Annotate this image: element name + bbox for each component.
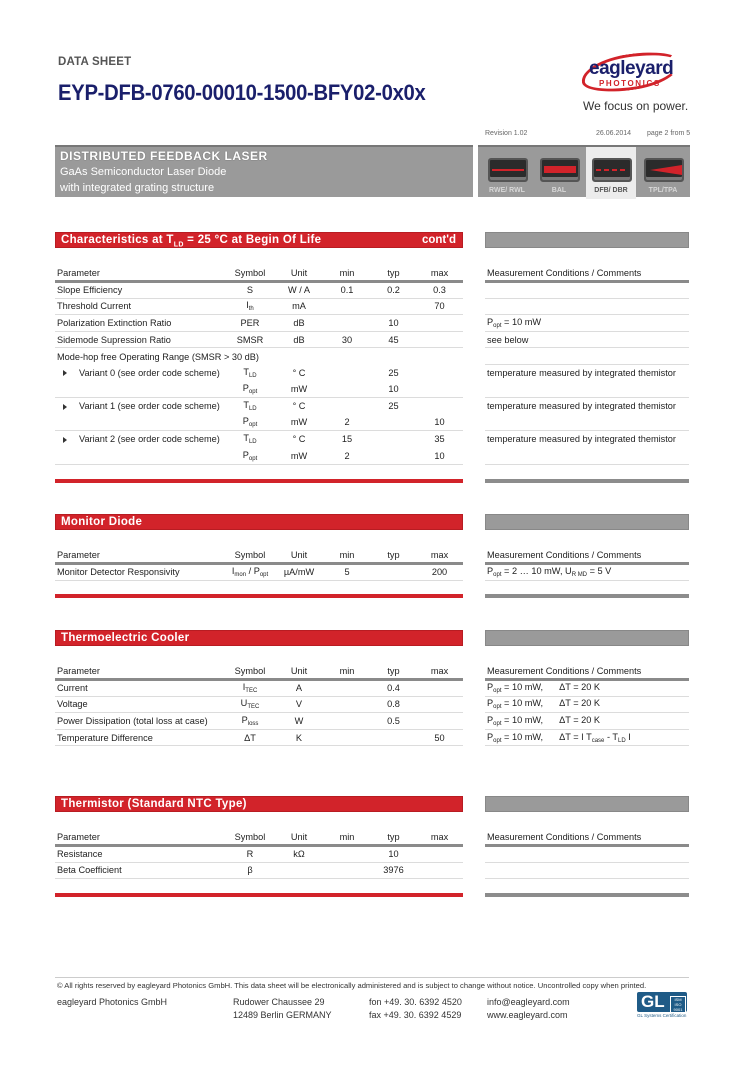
comments-footer-bar	[485, 594, 689, 598]
banner-line-2: with integrated grating structure	[60, 182, 215, 194]
section-footer-bar	[55, 479, 463, 483]
table-row: Variant 0 (see order code scheme) $T_{LD}$ ° C 25	[55, 365, 463, 382]
tagline: We focus on power.	[583, 99, 689, 113]
comments-footer-bar	[485, 479, 689, 483]
section-header-thermistor: Thermistor (Standard NTC Type)	[55, 796, 463, 812]
laser-type-rwe-rwl: RWE/ RWL	[482, 147, 532, 199]
comments-header-bar	[485, 514, 689, 530]
section-footer-bar	[55, 893, 463, 897]
bullet-triangle-icon	[63, 437, 67, 443]
table-row: Monitor Detector Responsivity $I_{mon} / P_{opt}$ µA/mW 5 200	[55, 564, 463, 581]
table-row: Variant 2 (see order code scheme) $T_{LD}$ ° C 15 35	[55, 431, 463, 448]
table-header-row: Parameter Symbol Unit min typ max	[55, 547, 463, 564]
table-row: $P_{opt}$ mW 2 10	[55, 414, 463, 431]
gl-logo-icon: GL ISM ISO 9001	[637, 992, 687, 1012]
company-logo	[575, 52, 695, 92]
copyright-notice: © All rights reserved by eagleyard Photonics GmbH. This data sheet will be electronically administered and is subject to change without notice. Uncontrolled copy when printed.	[57, 981, 647, 990]
footer-divider	[55, 977, 689, 978]
laser-type-tpl-tpa: TPL/TPA	[638, 147, 688, 199]
document-label: DATA SHEET	[58, 56, 132, 68]
company-phone-fax: fon +49. 30. 6392 4520 fax +49. 30. 6392 4529	[369, 997, 462, 1020]
table-header-row: Parameter Symbol Unit min typ max	[55, 663, 463, 680]
table-row: Polarization Extinction Ratio PER dB 10	[55, 315, 463, 332]
characteristics-table	[55, 265, 463, 465]
product-banner	[55, 145, 473, 197]
email-link[interactable]: info@eagleyard.com	[487, 997, 570, 1007]
date: 26.06.2014	[596, 130, 632, 137]
laser-type-dfb-dbr: DFB/ DBR	[586, 147, 636, 199]
section-header-characteristics: Characteristics at $T_{LD} = 25$ °C at Begin Of Life cont'd	[55, 232, 463, 248]
tec-table	[55, 663, 463, 746]
comments-footer-bar	[485, 893, 689, 897]
continued-label: cont'd	[421, 234, 456, 246]
logo-subtitle: PHOTONICS	[599, 79, 661, 88]
laser-type-bal: BAL	[534, 147, 584, 199]
website-link[interactable]: www.eagleyard.com	[487, 1010, 568, 1020]
comments-header-bar	[485, 796, 689, 812]
banner-title: DISTRIBUTED FEEDBACK LASER	[60, 149, 268, 163]
table-row: Current $I_{TEC}$ A 0.4	[55, 680, 463, 697]
laser-type-strip	[478, 145, 690, 197]
table-row: Mode-hop free Operating Range (SMSR > 30 dB)	[57, 351, 259, 362]
table-header-row: Parameter Symbol Unit min typ max	[55, 265, 463, 282]
table-row: Variant 1 (see order code scheme) $T_{LD}$ ° C 25	[55, 398, 463, 415]
company-contact	[487, 996, 570, 1022]
revision: Revision 1.02	[485, 130, 528, 137]
document-title: EYP-DFB-0760-00010-1500-BFY02-0x0x	[58, 80, 426, 105]
table-row: Beta Coefficient β 3976	[55, 862, 463, 879]
page-number: page 2 from 5	[647, 130, 691, 137]
company-address: Rudower Chaussee 29 12489 Berlin GERMANY	[233, 997, 332, 1020]
certification-badge: GL ISM ISO 9001 GL Systems Certification	[637, 992, 687, 1018]
thermistor-comments-table: Measurement Conditions / Comments	[485, 829, 689, 879]
banner-line-1: GaAs Semiconductor Laser Diode	[60, 166, 227, 178]
grating-chip-icon	[592, 158, 632, 182]
section-footer-bar	[55, 594, 463, 598]
table-row: Slope Efficiency S W / A 0.1 0.2 0.3	[55, 282, 463, 299]
table-row: $P_{opt}$ mW 10	[55, 381, 463, 398]
table-row: $P_{opt}$ mW 2 10	[55, 448, 463, 465]
thermistor-table	[55, 829, 463, 879]
table-row: Threshold Current $I_{th}$ mA 70	[55, 298, 463, 315]
table-row: Voltage $U_{TEC}$ V 0.8	[55, 696, 463, 713]
comments-header-bar	[485, 232, 689, 248]
section-header-thermoelectric-cooler: Thermoelectric Cooler	[55, 630, 463, 646]
logo-wordmark: eagleyard	[589, 58, 674, 79]
tapered-chip-icon	[644, 158, 684, 182]
bullet-triangle-icon	[63, 404, 67, 410]
comments-header-bar	[485, 630, 689, 646]
tec-comments-table: Measurement Conditions / Comments $P_{opt} = 10$ mW, ΔT = 20 K $P_{opt} = 10$ mW, ΔT = 20 K $P_{opt} = 10$ mW, ΔT = 20 K $P_{opt} = 10$ mW, ΔT = I $T_{case} - T_{LD}$ I	[485, 663, 689, 746]
bullet-triangle-icon	[63, 370, 67, 376]
broad-area-chip-icon	[540, 158, 580, 182]
table-row: Resistance R kΩ 10	[55, 846, 463, 863]
monitor-diode-comments-table: Measurement Conditions / Comments $P_{opt} = 2$ … 10 mW, $U_{R MD} = 5$ V	[485, 547, 689, 581]
monitor-diode-table	[55, 547, 463, 581]
characteristics-comments-table: Measurement Conditions / Comments $P_{opt} = 10$ mW see below temperature measured by integrated themistor temperature measured by integrated themistor temperature measured by integrated themistor	[485, 265, 689, 465]
table-row: Power Dissipation (total loss at case) $P_{loss}$ W 0.5	[55, 713, 463, 730]
section-header-monitor-diode: Monitor Diode	[55, 514, 463, 530]
company-name: eagleyard Photonics GmbH	[57, 997, 168, 1007]
ridge-waveguide-chip-icon	[488, 158, 528, 182]
table-row: Sidemode Supression Ratio SMSR dB 30 45	[55, 331, 463, 348]
table-row: Temperature Difference ΔT K 50	[55, 729, 463, 746]
table-header-row: Parameter Symbol Unit min typ max	[55, 829, 463, 846]
